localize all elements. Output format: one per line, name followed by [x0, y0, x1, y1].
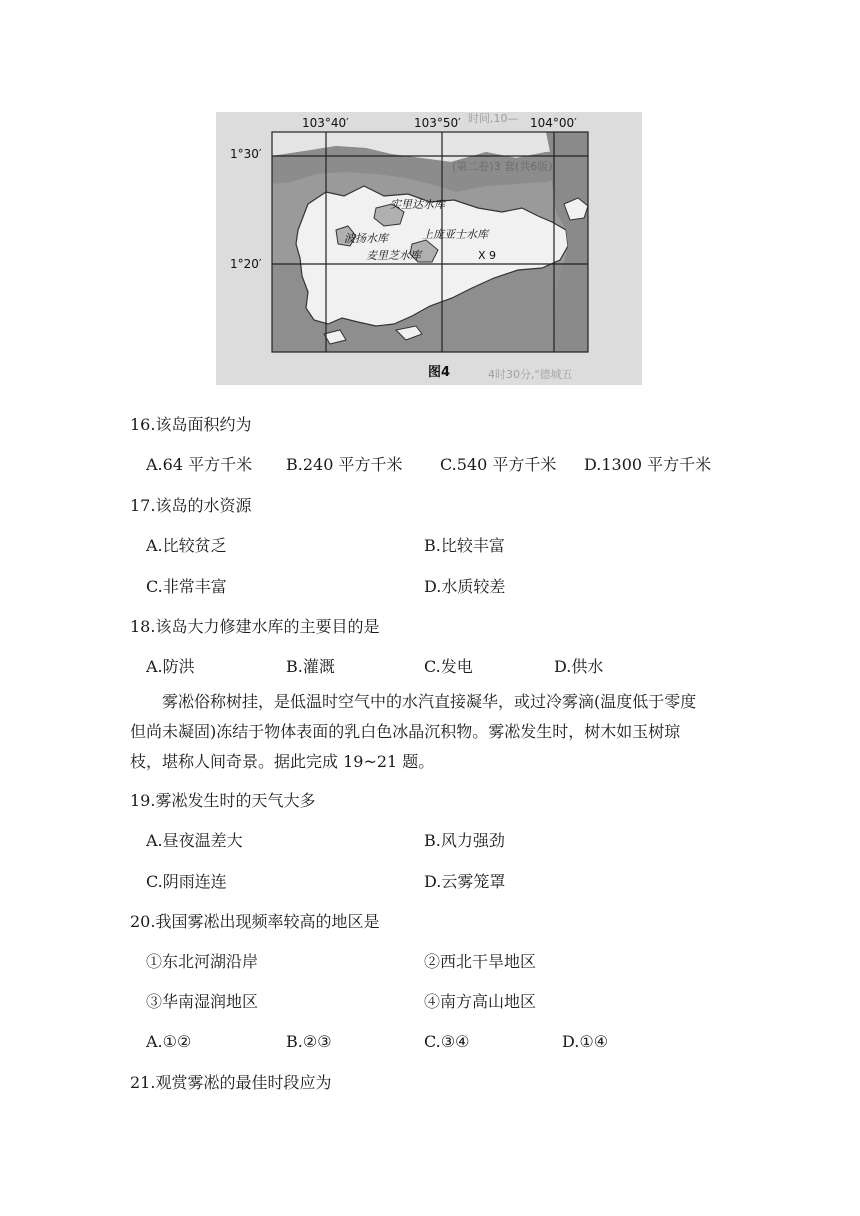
q18-option-d: D.供水 — [554, 657, 604, 676]
q20-item-3: ③华南湿润地区 — [146, 992, 259, 1011]
q20-item-2: ②西北干旱地区 — [424, 952, 537, 971]
q19-option-c: C.阴雨连连 — [146, 872, 227, 891]
passage-line-2: 但尚未凝固)冻结于物体表面的乳白色冰晶沉积物。雾凇发生时，树木如玉树琼 — [130, 722, 681, 741]
q20-option-a: A.①② — [146, 1032, 192, 1051]
q16-option-b: B.240 平方千米 — [286, 455, 403, 474]
question-19-stem: 19.雾凇发生时的天气大多 — [130, 791, 316, 810]
q18-option-c: C.发电 — [424, 657, 473, 676]
q16-option-d: D.1300 平方千米 — [584, 455, 712, 474]
reservoir-label-poyan: 波扬水库 — [344, 232, 388, 245]
q17-option-b: B.比较丰富 — [424, 536, 505, 555]
reservoir-label-macritchie: 麦里芝水库 — [366, 249, 421, 262]
q20-option-b: B.②③ — [286, 1032, 332, 1051]
q19-option-d: D.云雾笼罩 — [424, 872, 506, 891]
q17-option-a: A.比较贫乏 — [146, 536, 227, 555]
reservoir-label-pandan: 上庞亚士水库 — [422, 228, 488, 241]
lon-label-3: 104°00′ — [530, 116, 577, 130]
q20-item-4: ④南方高山地区 — [424, 992, 537, 1011]
passage-line-3: 枝，堪称人间奇景。据此完成 19~21 题。 — [130, 752, 435, 771]
q16-option-a: A.64 平方千米 — [146, 455, 253, 474]
q18-option-a: A.防洪 — [146, 657, 195, 676]
q19-option-b: B.风力强劲 — [424, 831, 505, 850]
q20-item-1: ①东北河湖沿岸 — [146, 952, 259, 971]
lat-label-2: 1°20′ — [230, 257, 262, 271]
q17-option-d: D.水质较差 — [424, 577, 506, 596]
q19-option-a: A.昼夜温差大 — [146, 831, 243, 850]
bleed-text-1: 时间,10— — [468, 112, 519, 125]
bleed-text-2: (第二卷)3 套(共6版) — [452, 160, 553, 173]
lon-label-1: 103°40′ — [302, 116, 349, 130]
question-16-stem: 16.该岛面积约为 — [130, 415, 252, 434]
map-graphic — [216, 112, 642, 385]
question-20-stem: 20.我国雾凇出现频率较高的地区是 — [130, 912, 380, 931]
map-figure — [216, 112, 642, 385]
lat-label-1: 1°30′ — [230, 147, 262, 161]
question-21-stem: 21.观赏雾凇的最佳时段应为 — [130, 1073, 332, 1092]
q20-option-c: C.③④ — [424, 1032, 470, 1051]
bleed-text-3: 4时30分,"德城五 — [488, 368, 573, 381]
q16-option-c: C.540 平方千米 — [440, 455, 557, 474]
question-18-stem: 18.该岛大力修建水库的主要目的是 — [130, 617, 380, 636]
question-17-stem: 17.该岛的水资源 — [130, 496, 252, 515]
reservoir-label-seletar: 实里达水库 — [390, 198, 445, 211]
q18-option-b: B.灌溉 — [286, 657, 335, 676]
q17-option-c: C.非常丰富 — [146, 577, 227, 596]
map-marker: X 9 — [478, 249, 497, 262]
lon-label-2: 103°50′ — [414, 116, 461, 130]
q20-option-d: D.①④ — [562, 1032, 609, 1051]
passage-line-1: 雾凇俗称树挂，是低温时空气中的水汽直接凝华，或过冷雾滴(温度低于零度 — [162, 692, 697, 711]
figure-caption: 图4 — [428, 365, 451, 380]
